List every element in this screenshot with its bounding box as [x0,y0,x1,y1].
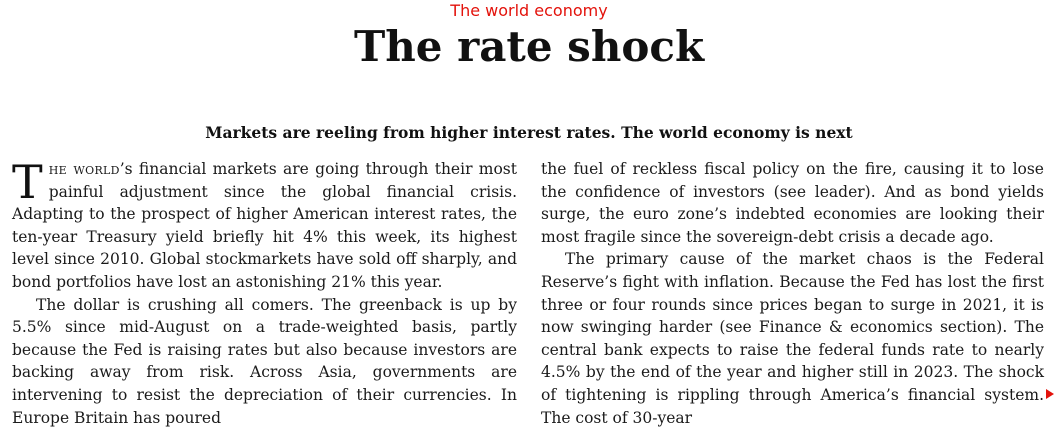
headline: The rate shock [353,22,705,71]
rubric: The world economy [450,1,608,20]
continue-arrow-icon [1046,389,1054,399]
standfirst: Markets are reeling from higher interest rates. The world economy is next [205,123,853,142]
paragraph-1-text: ’s financial markets are going through their most painful adjustment since the global financial crisis. Adapting to the prospect of higher American interest rates, the ten-year Treasury yield briefly hit 4% this week, its highest level since 2010. Global stockmarkets have sold off sharply, and bond portfolios have lost an astonishing 21% this year. [12,160,517,291]
paragraph-1 [12,155,517,294]
lead-small-caps: he world [48,160,120,178]
paragraph-4: The primary cause of the market chaos is the Federal Reserve’s fight with inflation. Because the Fed has lost the first three or four rounds since prices began to surge in 2021, it is now swinging harder (see Finance & economics section). The central bank expects to raise the federal funds rate to nearly 4.5% by the end of the year and higher still in 2023. The shock of tightening is rippling through America’s financial system. The cost of 30-year [541,250,1044,427]
paragraph-2: The dollar is crushing all comers. The greenback is up by 5.5% since mid-August on a trade-weighted basis, partly because the Fed is raising rates but also because investors are backing away from risk. Across Asia, governments are intervening to resist the depreciation of their currencies. In Europe Britain has poured [12,295,517,427]
column-left [12,155,517,429]
drop-cap: T [12,155,43,209]
paragraph-3: the fuel of reckless fiscal policy on the fire, causing it to lose the confidence of investors (see leader). And as bond yields surge, the euro zone’s indebted economies are looking their most fragile since the sovereign-debt crisis a decade ago. [541,160,1044,246]
column-right [541,158,1044,429]
